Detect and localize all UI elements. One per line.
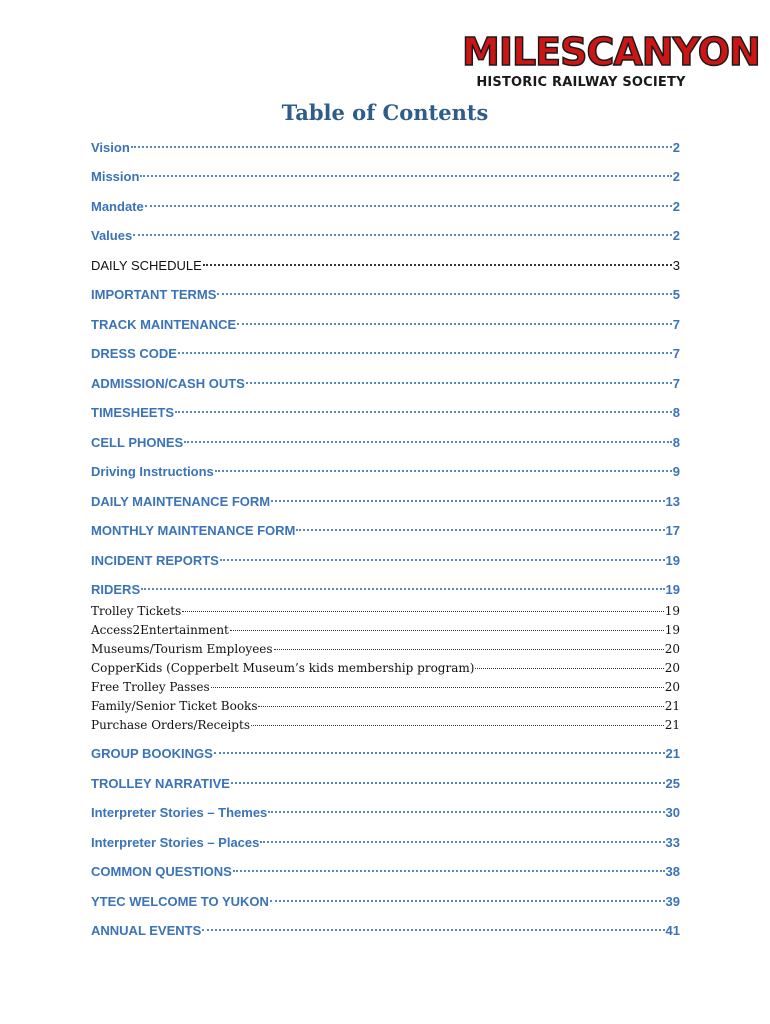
- dot-leader: [260, 841, 664, 843]
- toc-entry[interactable]: [91, 375, 680, 392]
- toc-entry-page-number[interactable]: 30: [665, 805, 680, 820]
- dot-leader: [178, 352, 672, 354]
- dot-leader: [271, 500, 664, 502]
- toc-entry[interactable]: [91, 622, 680, 638]
- toc-entry-label[interactable]: DAILY MAINTENANCE FORM: [91, 494, 271, 509]
- toc-entry-label[interactable]: DAILY SCHEDULE: [91, 258, 202, 273]
- toc-entry-label[interactable]: Mandate: [91, 199, 144, 214]
- toc-entry-label[interactable]: TRACK MAINTENANCE: [91, 317, 237, 332]
- toc-entry[interactable]: [91, 316, 680, 333]
- page-title: Table of Contents: [281, 100, 489, 125]
- toc-entry-page-number[interactable]: 21: [664, 699, 680, 713]
- dot-leader: [211, 687, 664, 688]
- toc-entry[interactable]: [91, 603, 680, 619]
- dot-leader: [203, 264, 672, 266]
- toc-entry-label[interactable]: RIDERS: [91, 582, 141, 597]
- dot-leader: [475, 668, 663, 669]
- toc-entry-page-number[interactable]: 20: [664, 680, 680, 694]
- toc-entry-page-number[interactable]: 19: [665, 582, 680, 597]
- dot-leader: [220, 559, 665, 561]
- toc-entry-page-number[interactable]: 19: [665, 553, 680, 568]
- toc-entry-page-number[interactable]: 3: [672, 258, 680, 273]
- toc-entry-page-number[interactable]: 41: [665, 923, 680, 938]
- toc-entry[interactable]: [91, 698, 680, 714]
- toc-entry-label[interactable]: Museums/Tourism Employees: [91, 642, 273, 656]
- dot-leader: [133, 234, 672, 236]
- toc-entry-label[interactable]: IMPORTANT TERMS: [91, 287, 217, 302]
- toc-entry[interactable]: [91, 227, 680, 244]
- toc-entry-label[interactable]: ADMISSION/CASH OUTS: [91, 376, 245, 391]
- toc-entry-label[interactable]: Vision: [91, 140, 130, 155]
- dot-leader: [274, 649, 664, 650]
- toc-entry-page-number[interactable]: 8: [672, 435, 680, 450]
- toc-entry-page-number[interactable]: 38: [665, 864, 680, 879]
- toc-entry[interactable]: [91, 775, 680, 792]
- toc-entry[interactable]: [91, 717, 680, 733]
- toc-entry-page-number[interactable]: 2: [672, 140, 680, 155]
- toc-entry[interactable]: [91, 139, 680, 156]
- dot-leader: [270, 900, 665, 902]
- toc-entry-label[interactable]: COMMON QUESTIONS: [91, 864, 232, 879]
- toc-entry-page-number[interactable]: 7: [672, 346, 680, 361]
- toc-entry-page-number[interactable]: 13: [665, 494, 680, 509]
- toc-entry[interactable]: [91, 198, 680, 215]
- toc-entry-label[interactable]: Free Trolley Passes: [91, 680, 210, 694]
- toc-entry-label[interactable]: DRESS CODE: [91, 346, 177, 361]
- dot-leader: [141, 588, 664, 590]
- dot-leader: [215, 470, 672, 472]
- dot-leader: [231, 782, 665, 784]
- dot-leader: [251, 725, 664, 726]
- toc-entry-label[interactable]: TIMESHEETS: [91, 405, 175, 420]
- dot-leader: [202, 929, 664, 931]
- toc-entry-page-number[interactable]: 21: [665, 746, 680, 761]
- toc-entry[interactable]: [91, 660, 680, 676]
- toc-entry-page-number[interactable]: 9: [672, 464, 680, 479]
- toc-entry[interactable]: [91, 168, 680, 185]
- dot-leader: [175, 411, 672, 413]
- dot-leader: [258, 706, 663, 707]
- toc-entry-label[interactable]: Purchase Orders/Receipts: [91, 718, 250, 732]
- toc-entry-label[interactable]: TROLLEY NARRATIVE: [91, 776, 230, 791]
- toc-entry-page-number[interactable]: 2: [672, 228, 680, 243]
- toc-entry-label[interactable]: Mission: [91, 169, 140, 184]
- toc-entry[interactable]: [91, 404, 680, 421]
- dot-leader: [131, 146, 672, 148]
- toc-entry-label[interactable]: YTEC WELCOME TO YUKON: [91, 894, 269, 909]
- toc-entry-label[interactable]: Interpreter Stories – Places: [91, 835, 260, 850]
- toc-entry-page-number[interactable]: 5: [672, 287, 680, 302]
- toc-entry[interactable]: [91, 463, 680, 480]
- toc-entry[interactable]: [91, 922, 680, 939]
- toc-entry-label[interactable]: Access2Entertainment: [91, 623, 229, 637]
- toc-entry-page-number[interactable]: 19: [664, 623, 680, 637]
- toc-entry[interactable]: [91, 679, 680, 695]
- toc-entry-page-number[interactable]: 2: [672, 169, 680, 184]
- toc-entry[interactable]: [91, 257, 680, 274]
- toc-entry[interactable]: [91, 893, 680, 910]
- toc-entry[interactable]: [91, 552, 680, 569]
- toc-entry[interactable]: [91, 581, 680, 598]
- toc-entry-page-number[interactable]: 19: [664, 604, 680, 618]
- toc-entry-label[interactable]: MONTHLY MAINTENANCE FORM: [91, 523, 296, 538]
- toc-entry[interactable]: [91, 804, 680, 821]
- toc-entry-label[interactable]: CELL PHONES: [91, 435, 184, 450]
- toc-entry-page-number[interactable]: 8: [672, 405, 680, 420]
- toc-entry-label[interactable]: Family/Senior Ticket Books: [91, 699, 258, 713]
- toc-entry[interactable]: [91, 522, 680, 539]
- toc-entry-page-number[interactable]: 7: [672, 376, 680, 391]
- dot-leader: [184, 441, 672, 443]
- toc-entry-page-number[interactable]: 20: [664, 661, 680, 675]
- toc-entry[interactable]: [91, 345, 680, 362]
- toc-entry-page-number[interactable]: 2: [672, 199, 680, 214]
- toc-entry-label[interactable]: Driving Instructions: [91, 464, 214, 479]
- toc-entry-label[interactable]: Interpreter Stories – Themes: [91, 805, 268, 820]
- toc-entry-label[interactable]: GROUP BOOKINGS: [91, 746, 213, 761]
- logo-wordmark: MILESCANYON: [462, 30, 760, 74]
- toc-entry[interactable]: [91, 834, 680, 851]
- dot-leader: [182, 611, 663, 612]
- toc-entry-page-number[interactable]: 7: [672, 317, 680, 332]
- toc-entry-page-number[interactable]: 33: [665, 835, 680, 850]
- dot-leader: [246, 382, 672, 384]
- dot-leader: [268, 811, 664, 813]
- logo-subtitle: HISTORIC RAILWAY SOCIETY: [476, 75, 686, 90]
- toc-entry-label[interactable]: Values: [91, 228, 133, 243]
- dot-leader: [217, 293, 671, 295]
- dot-leader: [214, 752, 665, 754]
- toc-entry[interactable]: [91, 434, 680, 451]
- dot-leader: [145, 205, 672, 207]
- dot-leader: [230, 630, 664, 631]
- toc-entry-page-number[interactable]: 39: [665, 894, 680, 909]
- toc-entry-label[interactable]: ANNUAL EVENTS: [91, 923, 202, 938]
- dot-leader: [296, 529, 664, 531]
- toc-entry[interactable]: [91, 286, 680, 303]
- toc-entry-label[interactable]: Trolley Tickets: [91, 604, 182, 618]
- toc-entry-page-number[interactable]: 17: [665, 523, 680, 538]
- toc-entry[interactable]: [91, 641, 680, 657]
- toc-entry[interactable]: [91, 863, 680, 880]
- dot-leader: [140, 175, 671, 177]
- toc-entry-page-number[interactable]: 25: [665, 776, 680, 791]
- toc-entry[interactable]: [91, 745, 680, 762]
- toc-entry-label[interactable]: INCIDENT REPORTS: [91, 553, 219, 568]
- dot-leader: [233, 870, 665, 872]
- dot-leader: [237, 323, 672, 325]
- toc-entry-page-number[interactable]: 20: [664, 642, 680, 656]
- toc-entry-page-number[interactable]: 21: [664, 718, 680, 732]
- toc-entry[interactable]: [91, 493, 680, 510]
- toc-entry-label[interactable]: CopperKids (Copperbelt Museum’s kids membership program): [91, 661, 475, 675]
